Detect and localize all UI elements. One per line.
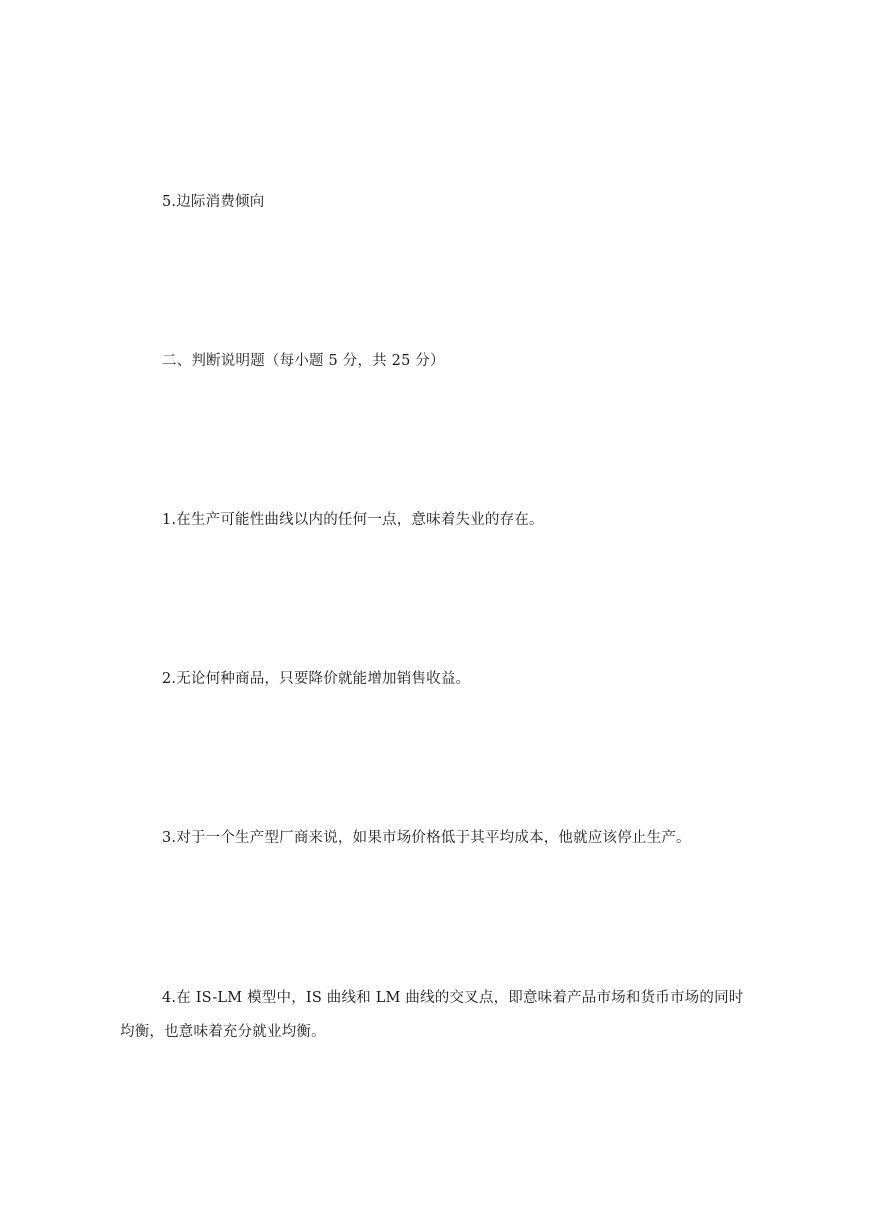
judgment-question-3: 3.对于一个生产型厂商来说，如果市场价格低于其平均成本，他就应该停止生产。 [162,830,691,846]
judgment-question-2: 2.无论何种商品，只要降价就能增加销售收益。 [162,671,471,687]
judgment-question-4-line-2: 均衡，也意味着充分就业均衡。 [120,1024,326,1040]
judgment-question-4-line-1: 4.在 IS-LM 模型中，IS 曲线和 LM 曲线的交叉点，即意味着产品市场和货币市场的同时 [162,990,744,1006]
section-heading-true-false: 二、判断说明题（每小题 5 分，共 25 分） [162,353,445,369]
judgment-question-1: 1.在生产可能性曲线以内的任何一点，意味着失业的存在。 [162,512,544,528]
definition-question-5: 5.边际消费倾向 [162,194,265,210]
